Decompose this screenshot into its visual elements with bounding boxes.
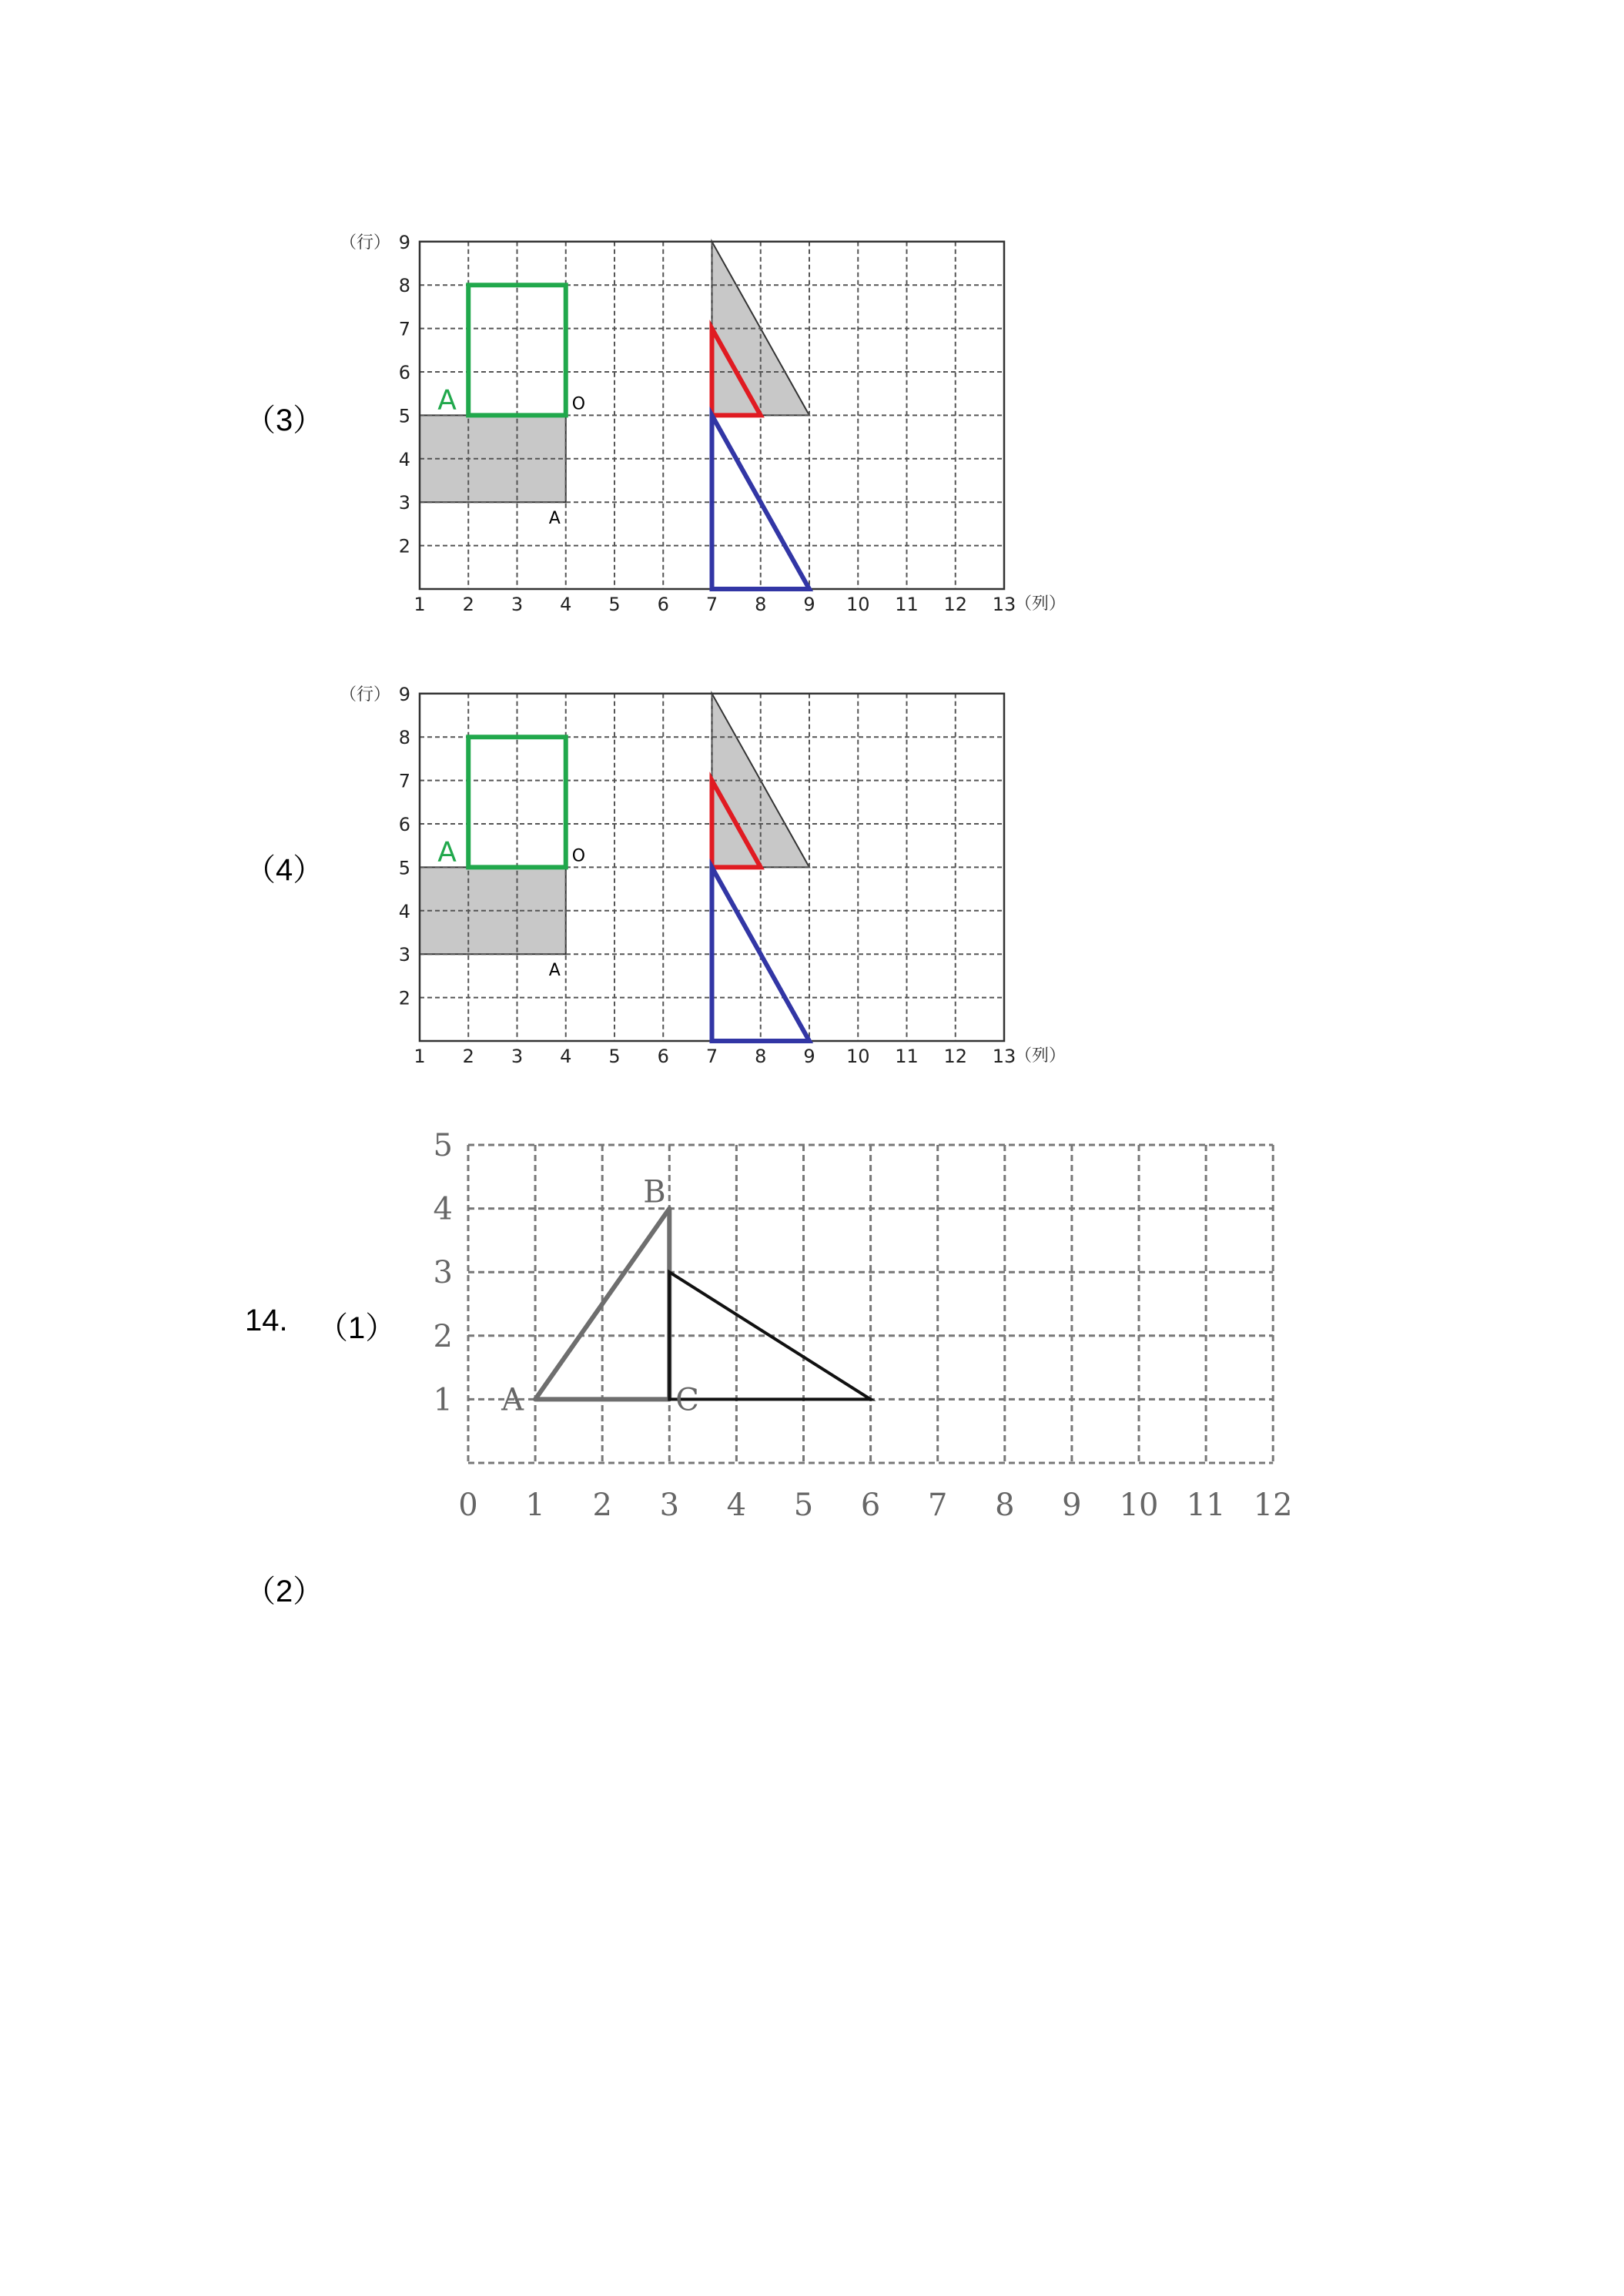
x-tick-label: 1 xyxy=(414,594,426,615)
point-label-b: B xyxy=(643,1174,666,1210)
y-tick-label: 4 xyxy=(433,1191,453,1227)
y-tick-label: 4 xyxy=(398,448,410,470)
y-tick-label: 5 xyxy=(398,405,410,427)
y-tick-label: 6 xyxy=(398,362,410,383)
point-label-a-black: A xyxy=(548,961,561,981)
point-label-o: O xyxy=(571,394,586,414)
y-tick-label: 9 xyxy=(398,683,410,705)
x-tick-label: 5 xyxy=(608,1046,621,1067)
x-tick-label: 9 xyxy=(803,594,815,615)
y-tick-label: 5 xyxy=(433,1128,453,1163)
point-label-o: O xyxy=(571,846,586,866)
column-unit-label: （列） xyxy=(1015,594,1066,614)
x-tick-label: 1 xyxy=(525,1488,545,1523)
question-label-4: （4） xyxy=(245,853,324,887)
y-tick-label: 9 xyxy=(398,231,410,253)
y-tick-label: 7 xyxy=(398,770,410,792)
x-tick-label: 3 xyxy=(511,1046,524,1067)
x-tick-label: 10 xyxy=(1119,1488,1159,1523)
x-tick-label: 9 xyxy=(1062,1488,1082,1523)
point-label-a-green: A xyxy=(437,384,457,417)
y-tick-label: 8 xyxy=(398,727,410,749)
x-tick-label: 3 xyxy=(511,594,524,615)
question-label-14-1: （1） xyxy=(317,1311,397,1345)
x-tick-label: 8 xyxy=(755,594,767,615)
x-tick-label: 10 xyxy=(845,1046,870,1067)
question-label-14-2: （2） xyxy=(245,1575,324,1608)
y-tick-label: 6 xyxy=(398,814,410,835)
x-tick-label: 13 xyxy=(992,594,1016,615)
x-tick-label: 12 xyxy=(943,1046,968,1067)
y-tick-label: 7 xyxy=(398,318,410,340)
x-tick-label: 12 xyxy=(1253,1488,1293,1523)
x-tick-label: 2 xyxy=(462,1046,474,1067)
point-label-a: A xyxy=(501,1382,524,1418)
x-tick-label: 8 xyxy=(755,1046,767,1067)
x-tick-label: 2 xyxy=(462,594,474,615)
point-label-a-black: A xyxy=(548,509,561,529)
y-tick-label: 3 xyxy=(433,1255,453,1291)
y-tick-label: 8 xyxy=(398,275,410,297)
x-tick-label: 4 xyxy=(726,1488,747,1523)
x-tick-label: 10 xyxy=(845,594,870,615)
x-tick-label: 7 xyxy=(705,594,718,615)
x-tick-label: 5 xyxy=(608,594,621,615)
y-tick-label: 2 xyxy=(398,987,410,1009)
x-tick-label: 4 xyxy=(560,1046,572,1067)
x-tick-label: 7 xyxy=(927,1488,948,1523)
y-tick-label: 4 xyxy=(398,900,410,922)
row-unit-label: （行） xyxy=(339,233,390,253)
question-number-14: 14. xyxy=(245,1304,288,1337)
x-tick-label: 11 xyxy=(895,594,919,615)
y-tick-label: 1 xyxy=(433,1382,453,1418)
x-tick-label: 6 xyxy=(860,1488,881,1523)
x-tick-label: 12 xyxy=(943,594,968,615)
x-tick-label: 6 xyxy=(657,1046,669,1067)
x-tick-label: 0 xyxy=(458,1488,478,1523)
x-tick-label: 5 xyxy=(793,1488,814,1523)
x-tick-label: 7 xyxy=(705,1046,718,1067)
x-tick-label: 13 xyxy=(992,1046,1016,1067)
y-tick-label: 2 xyxy=(433,1318,453,1354)
x-tick-label: 3 xyxy=(659,1488,680,1523)
x-tick-label: 11 xyxy=(1186,1488,1226,1523)
x-tick-label: 8 xyxy=(995,1488,1015,1523)
question-label-3: （3） xyxy=(245,403,324,437)
x-tick-label: 11 xyxy=(895,1046,919,1067)
y-tick-label: 3 xyxy=(398,492,410,514)
x-tick-label: 9 xyxy=(803,1046,815,1067)
point-label-c: C xyxy=(675,1382,699,1418)
point-label-a-green: A xyxy=(437,836,457,869)
x-tick-label: 1 xyxy=(414,1046,426,1067)
row-unit-label: （行） xyxy=(339,684,390,705)
column-unit-label: （列） xyxy=(1015,1046,1066,1066)
y-tick-label: 2 xyxy=(398,535,410,557)
x-tick-label: 4 xyxy=(560,594,572,615)
x-tick-label: 2 xyxy=(592,1488,612,1523)
y-tick-label: 3 xyxy=(398,944,410,966)
x-tick-label: 6 xyxy=(657,594,669,615)
y-tick-label: 5 xyxy=(398,857,410,879)
